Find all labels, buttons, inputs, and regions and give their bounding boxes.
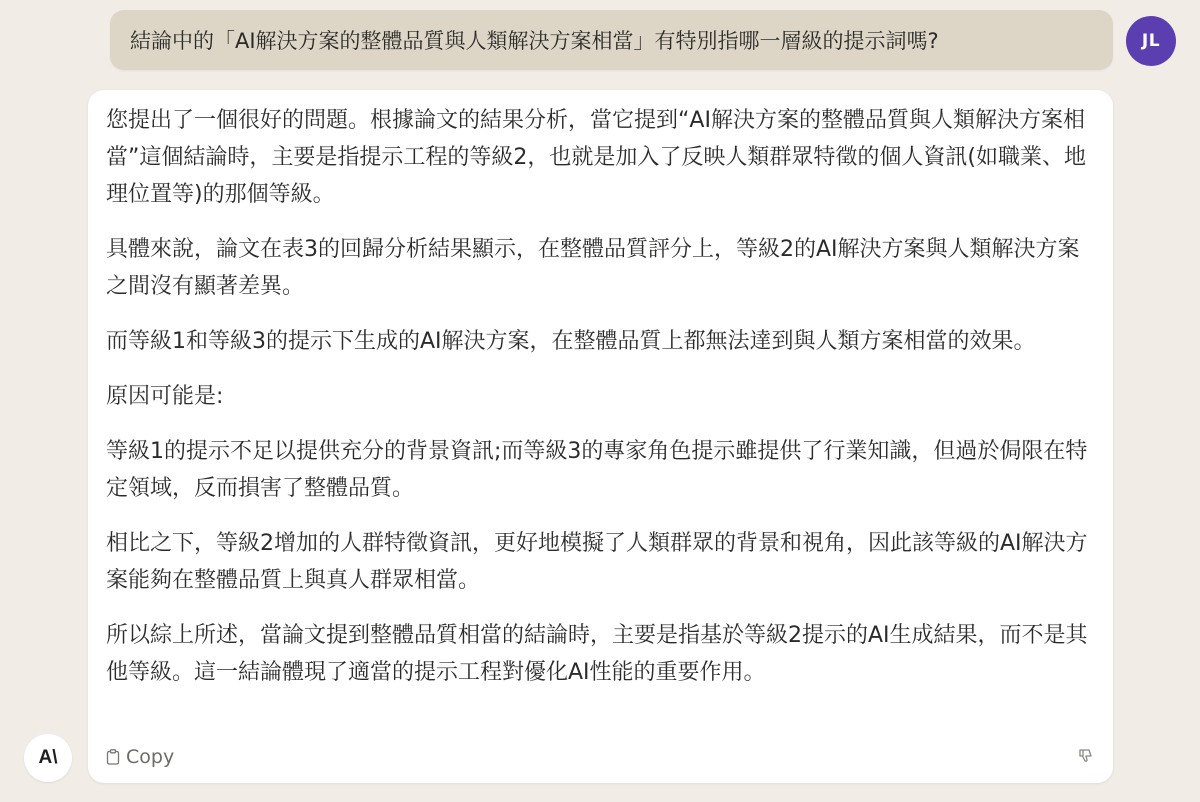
thumbs-down-icon[interactable] — [1077, 746, 1097, 766]
answer-paragraph: 具體來說，論文在表3的回歸分析結果顯示，在整體品質評分上，等級2的AI解決方案與人類解決方案之間沒有顯著差異。 — [106, 237, 1080, 299]
user-avatar-initials: JL — [1141, 31, 1161, 51]
user-message-bubble — [110, 10, 1113, 70]
answer-paragraph: 您提出了一個很好的問題。根據論文的結果分析，當它提到“AI解決方案的整體品質與人類解決方案相當”這個結論時，主要是指提示工程的等級2，也就是加入了反映人類群眾特徵的個人資訊(如職業、地理位置等)的那個等級。 — [106, 108, 1086, 207]
answer-paragraph: 所以綜上所述，當論文提到整體品質相當的結論時，主要是指基於等級2提示的AI生成結果，而不是其他等級。這一結論體現了適當的提示工程對優化AI性能的重要作用。 — [106, 623, 1088, 685]
copy-button[interactable] — [106, 746, 174, 768]
user-avatar[interactable] — [1126, 16, 1176, 66]
assistant-logo: A\ — [38, 747, 58, 768]
user-message-text: 結論中的「AI解決方案的整體品質與人類解決方案相當」有特別指哪一層級的提示詞嗎? — [130, 29, 939, 53]
answer-paragraph: 等級1的提示不足以提供充分的背景資訊;而等級3的專家角色提示雖提供了行業知識，但過於侷限在特定領域，反而損害了整體品質。 — [106, 439, 1088, 501]
answer-paragraph: 而等級1和等級3的提示下生成的AI解決方案，在整體品質上都無法達到與人類方案相當的效果。 — [106, 329, 1036, 354]
clipboard-icon — [106, 749, 120, 765]
answer-paragraph: 相比之下，等級2增加的人群特徵資訊，更好地模擬了人類群眾的背景和視角，因此該等級的AI解決方案能夠在整體品質上與真人群眾相當。 — [106, 531, 1088, 593]
copy-label: Copy — [126, 746, 175, 768]
answer-paragraph: 原因可能是: — [106, 384, 224, 409]
assistant-logo-avatar — [24, 734, 72, 782]
assistant-message-card — [88, 90, 1113, 783]
